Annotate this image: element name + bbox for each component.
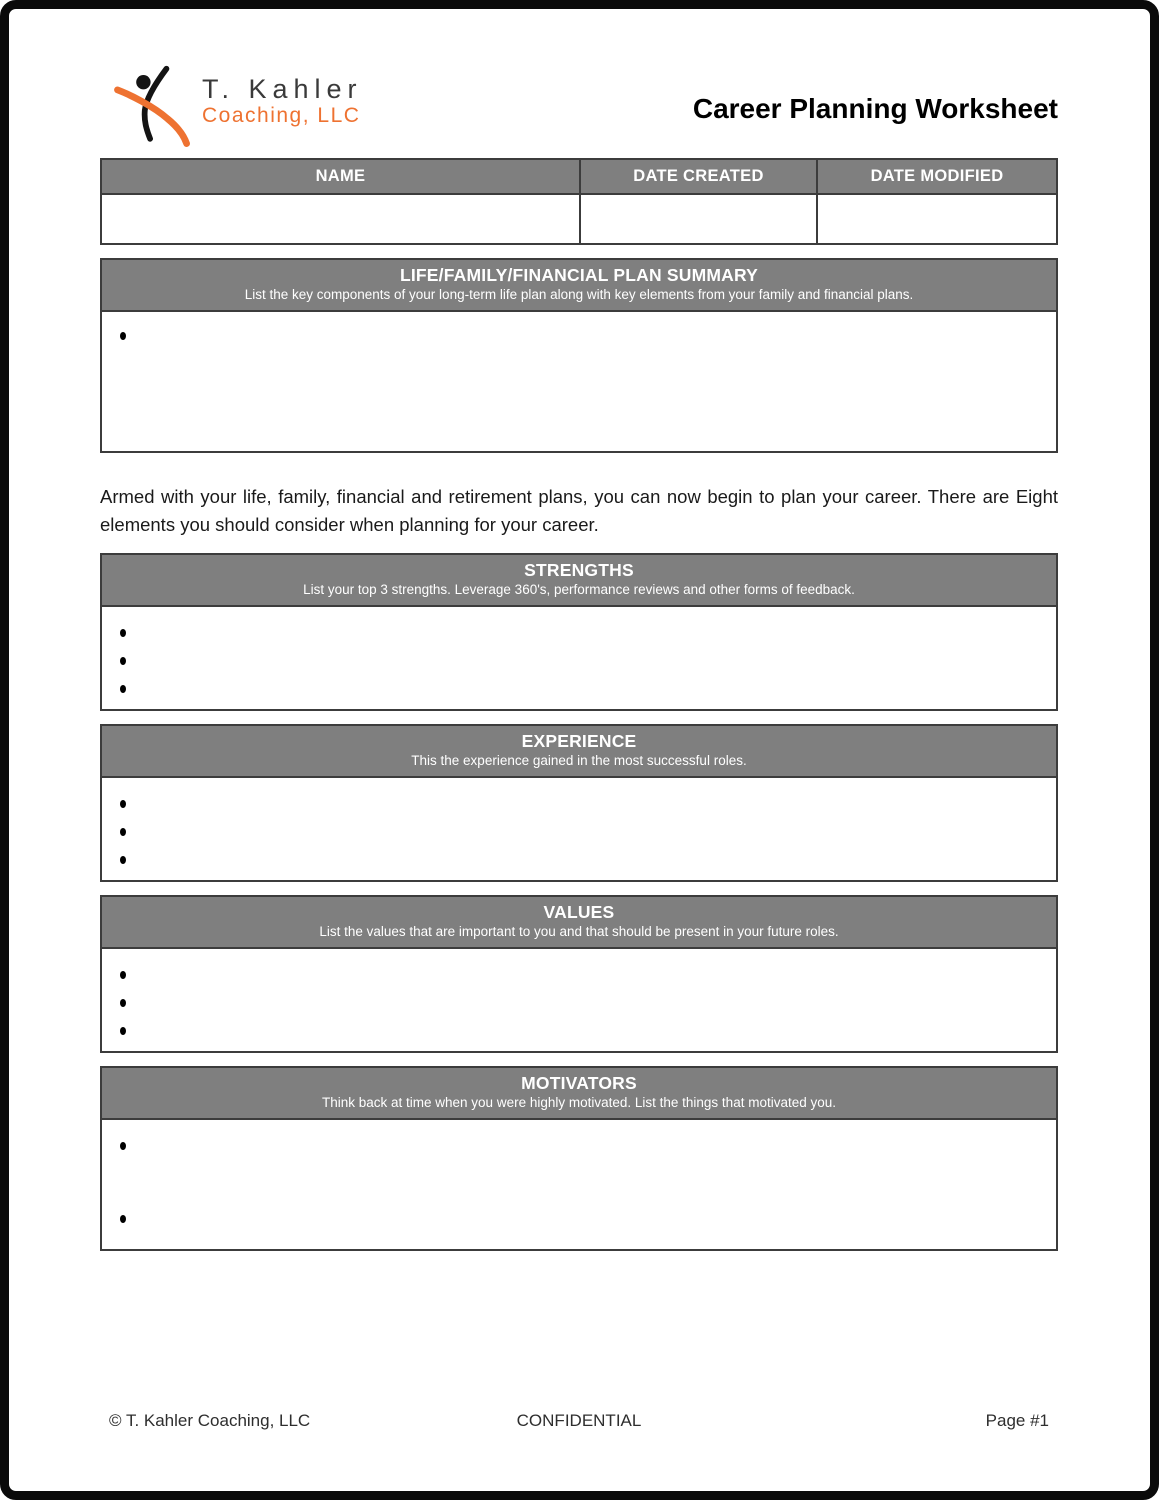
info-table [100,158,1058,245]
section-experience [100,724,1058,882]
section-subtitle: Think back at time when you were highly motivated. List the things that motivated you. [321,1095,836,1110]
name-field[interactable] [101,194,580,244]
section-plan-summary [100,258,1058,453]
section-entry-area[interactable] [100,605,1058,711]
section-title: STRENGTHS [524,560,634,580]
footer-confidential-label: CONFIDENTIAL [516,1411,642,1430]
page-header [100,62,1058,158]
bullet-item [120,1205,1046,1233]
page-title: Career Planning Worksheet [692,93,1058,124]
bullet-item [120,961,1046,989]
bullet-item [120,1017,1046,1045]
section-header [100,1066,1058,1118]
section-values [100,895,1058,1053]
intro-paragraph: Armed with your life, family, financial and retirement plans, you can now begin to plan your career. There are Eight elements you should consider when planning for your career. [100,486,1058,535]
bullet-item [120,647,1046,675]
info-table-header-row [101,159,1057,194]
company-logo [114,62,363,158]
bullet-list [102,1120,1056,1233]
section-subtitle: List the key components of your long-term life plan along with key elements from your family and financial plans. [244,287,914,302]
section-title: EXPERIENCE [521,731,637,751]
logo-text [202,62,363,128]
bullet-item [120,1132,1046,1160]
footer-page-number: Page #1 [985,1411,1049,1430]
section-entry-area[interactable] [100,1118,1058,1251]
bullet-item [120,619,1046,647]
section-entry-area[interactable] [100,310,1058,453]
column-header-date-created: DATE CREATED [580,159,817,194]
section-header [100,895,1058,947]
column-header-date-modified: DATE MODIFIED [817,159,1057,194]
section-title: LIFE/FAMILY/FINANCIAL PLAN SUMMARY [399,265,759,285]
section-header [100,258,1058,310]
section-strengths [100,553,1058,711]
date-created-field[interactable] [580,194,817,244]
section-subtitle: This the experience gained in the most successful roles. [411,753,747,768]
bullet-list [102,607,1056,703]
section-subtitle: List the values that are important to you and that should be present in your future roles. [319,924,839,939]
section-header [100,724,1058,776]
bullet-item [120,675,1046,703]
section-motivators [100,1066,1058,1251]
bullet-item [120,989,1046,1017]
logo-figure-icon [114,62,192,158]
logo-company-sub: Coaching, LLC [202,104,361,127]
bullet-list [102,778,1056,874]
footer-copyright: © T. Kahler Coaching, LLC [109,1411,311,1430]
section-entry-area[interactable] [100,947,1058,1053]
section-title: VALUES [543,902,615,922]
section-header [100,553,1058,605]
section-entry-area[interactable] [100,776,1058,882]
bullet-item [120,846,1046,874]
column-header-name: NAME [101,159,580,194]
section-title: MOTIVATORS [521,1073,637,1093]
page-footer [109,1411,1049,1431]
bullet-item [120,790,1046,818]
bullet-list [102,949,1056,1045]
bullet-item [120,322,1046,350]
logo-company-name: T. Kahler [202,74,363,104]
bullet-list [102,312,1056,350]
info-table-row [101,194,1057,244]
section-subtitle: List your top 3 strengths. Leverage 360's, performance reviews and other forms of feedback. [303,582,855,597]
date-modified-field[interactable] [817,194,1057,244]
bullet-item [120,818,1046,846]
